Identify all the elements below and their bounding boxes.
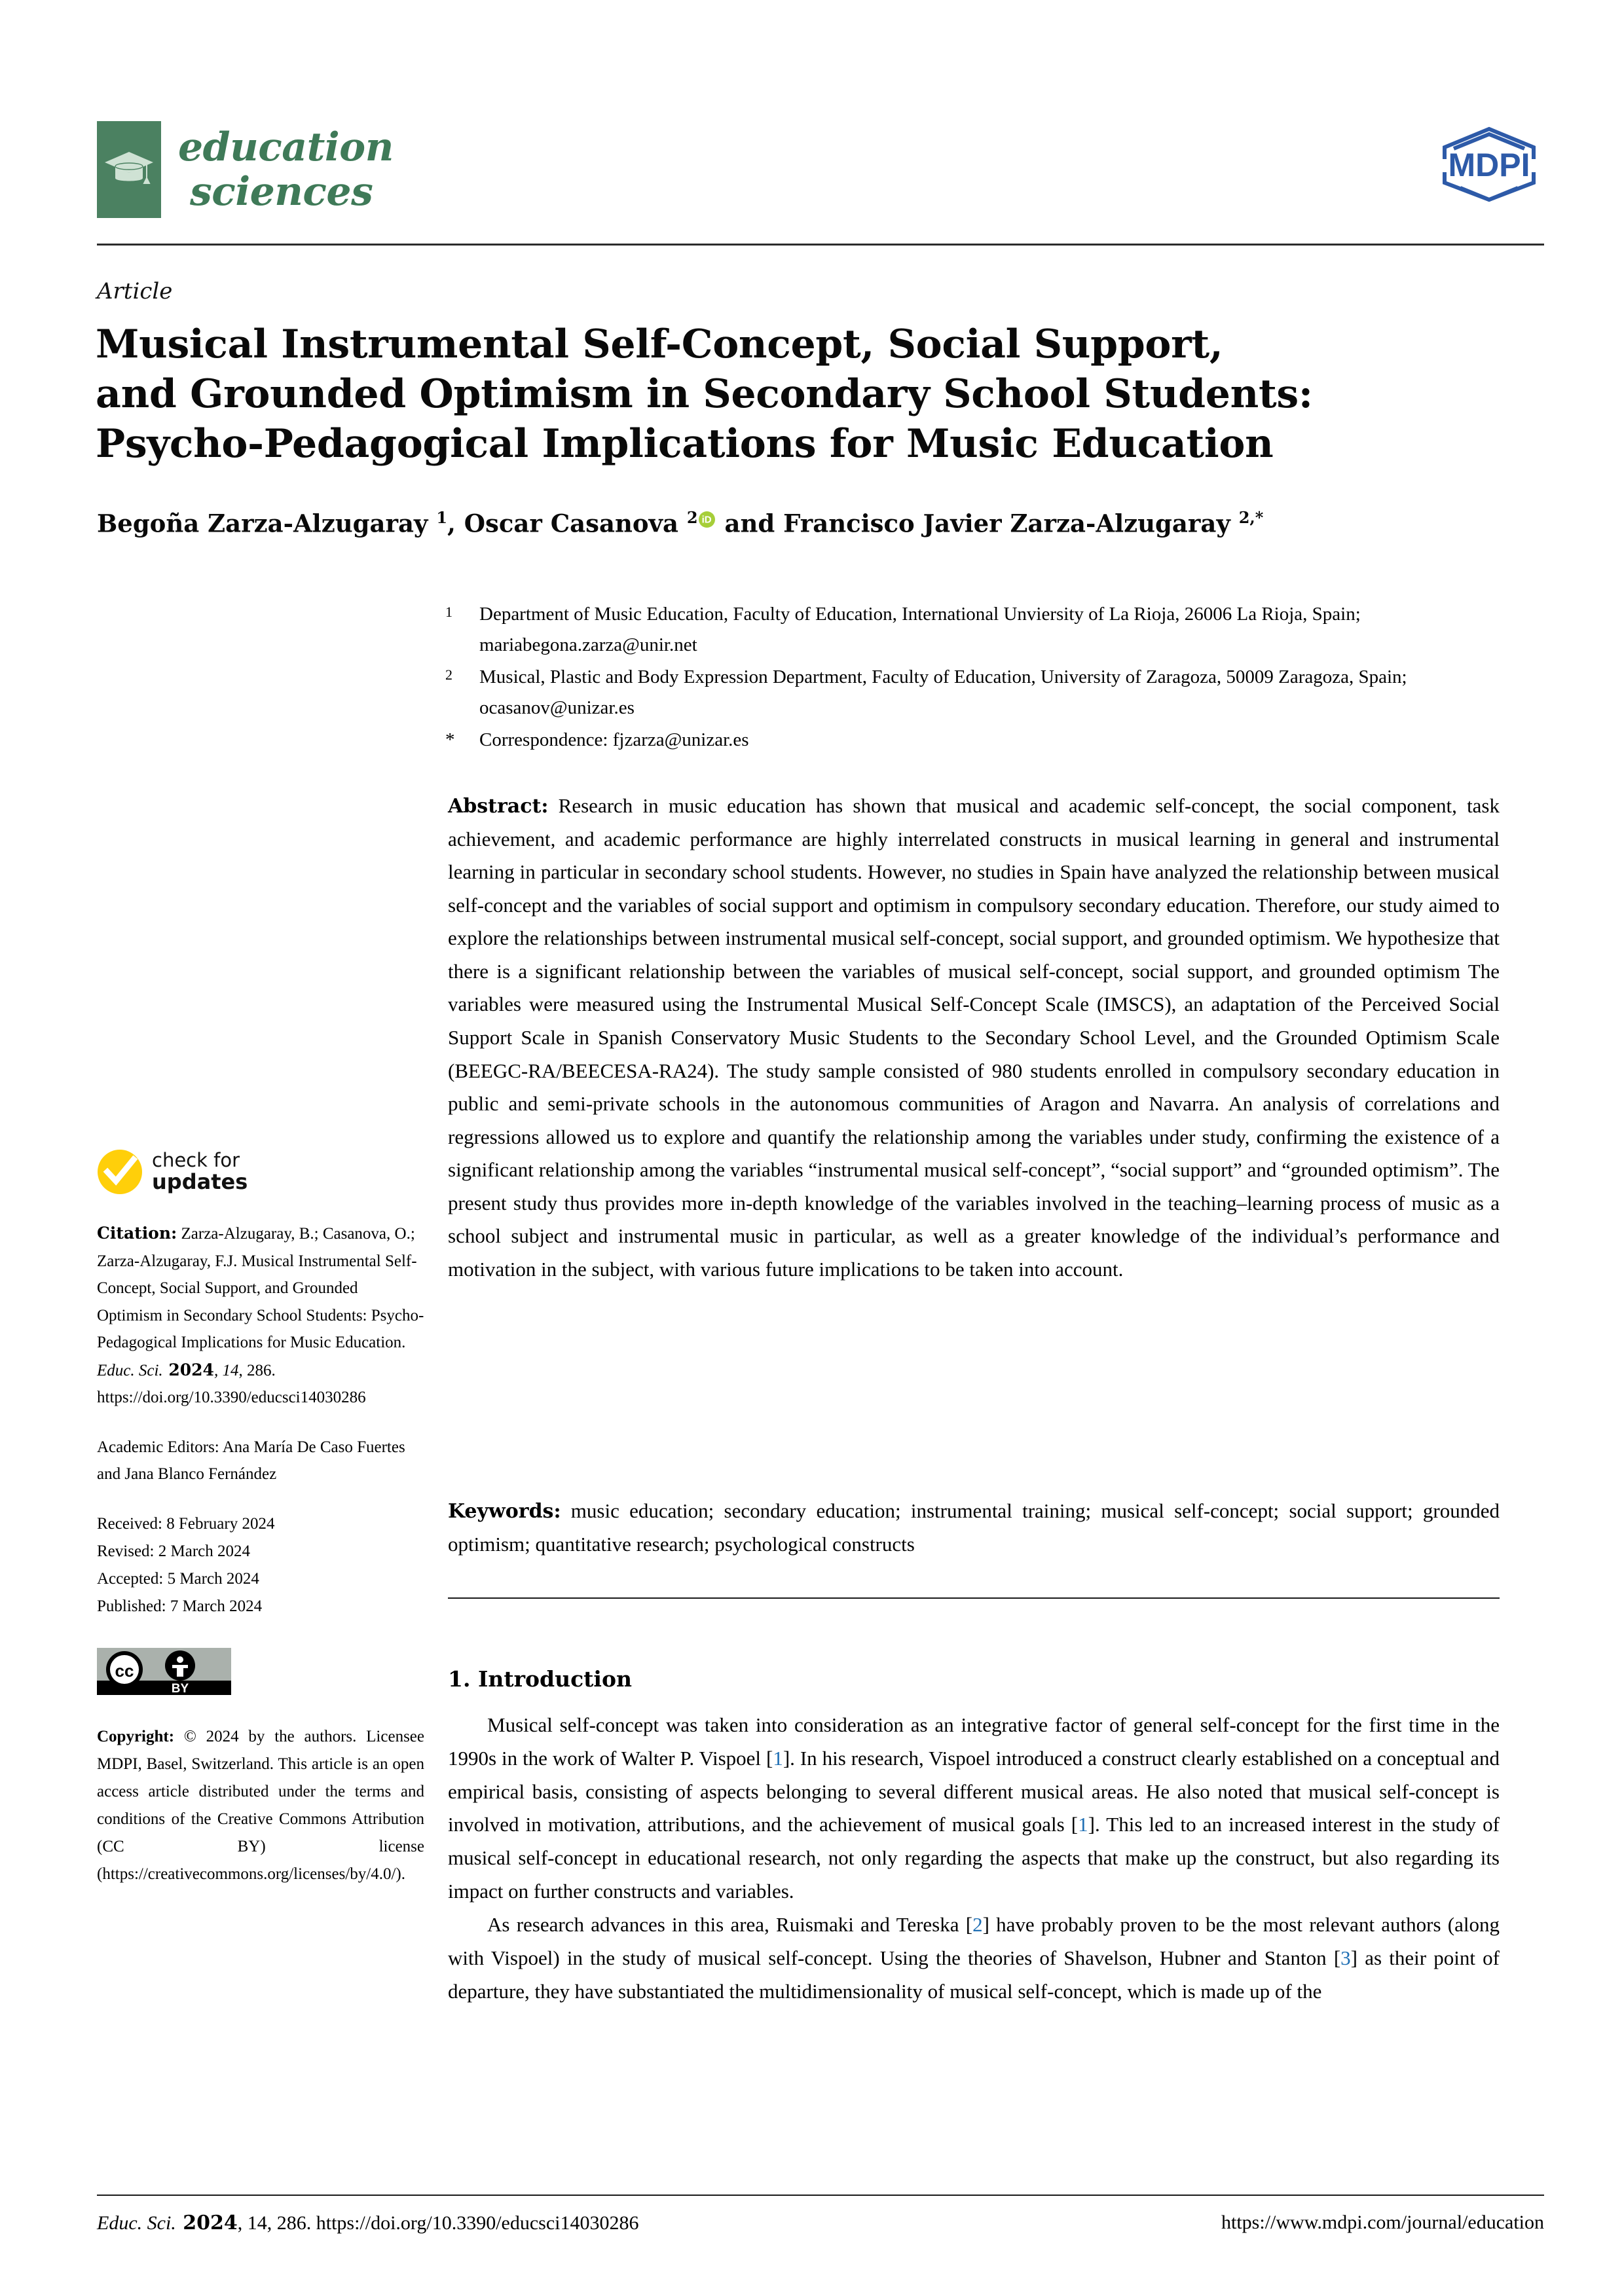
check-for-updates-line2: updates xyxy=(152,1169,248,1195)
citation-ref-1[interactable]: 1 xyxy=(773,1746,783,1770)
citation-volume: , 14 xyxy=(213,1361,239,1379)
paragraph-1 xyxy=(448,1709,1500,1908)
citation-authors: Zarza-Alzugaray, B.; Casanova, O.; Zarza-Alzugaray, F.J. Musical Instrumental Self-Concept, Social Support, and Grounded Optimism in Secondary School Students: Psycho-Pedagogical Implications for Music Education. xyxy=(97,1225,424,1351)
header-divider xyxy=(97,244,1544,246)
journal-logo xyxy=(97,121,394,218)
publication-dates xyxy=(97,1510,424,1620)
section-heading-introduction: 1. Introduction xyxy=(448,1666,632,1692)
paragraph-2-part-a: As research advances in this area, Ruismaki and Tereska [ xyxy=(487,1912,973,1936)
affiliation-marker: 1 xyxy=(445,604,452,620)
affiliation-text: Department of Music Education, Faculty of Education, International Unviersity of La Rioja, 26006 La Rioja, Spain; mariabegona.zarza@unir.net xyxy=(479,604,1361,655)
date-published: Published: 7 March 2024 xyxy=(97,1597,263,1615)
journal-title-line2: sciences xyxy=(190,169,373,215)
date-revised: Revised: 2 March 2024 xyxy=(97,1542,250,1560)
svg-text:BY: BY xyxy=(171,1681,189,1695)
check-for-updates-label xyxy=(152,1150,248,1194)
title-line-2: and Grounded Optimism in Secondary School Students: xyxy=(96,371,1313,418)
footer-divider xyxy=(97,2195,1544,2196)
affiliation-list xyxy=(445,599,1500,757)
keywords-section xyxy=(448,1495,1500,1561)
author-3-affiliation-marker: 2,* xyxy=(1238,508,1264,527)
date-received: Received: 8 February 2024 xyxy=(97,1514,275,1533)
svg-text:cc: cc xyxy=(115,1660,134,1681)
title-line-3: Psycho-Pedagogical Implications for Music Education xyxy=(96,421,1274,467)
svg-text:MDPI: MDPI xyxy=(1448,147,1530,183)
copyright-block xyxy=(97,1723,424,1888)
introduction-body xyxy=(448,1709,1500,2008)
check-for-updates-badge[interactable] xyxy=(97,1149,424,1195)
copyright-text: © 2024 by the authors. Licensee MDPI, Basel, Switzerland. This article is an open access article distributed under the terms and conditions of the Creative Commons Attribution (CC BY) license (https://creativecommons.org/licenses/by/4.0/). xyxy=(97,1728,424,1883)
citation-journal: Educ. Sci. xyxy=(97,1361,163,1379)
check-for-updates-line1: check for xyxy=(152,1148,240,1171)
creative-commons-by-icon[interactable] xyxy=(97,1648,231,1695)
orcid-icon[interactable] xyxy=(699,511,715,528)
footer-year: 2024 xyxy=(175,2212,238,2234)
affiliation-marker: 2 xyxy=(445,666,452,683)
author-separator-2: and Francisco Javier Zarza-Alzugaray xyxy=(716,509,1239,538)
author-list xyxy=(97,507,1433,539)
correspondence-marker: * xyxy=(445,729,455,750)
date-accepted: Accepted: 5 March 2024 xyxy=(97,1569,259,1588)
paragraph-1-part-b: ]. In his research, Vispoel introduced a construct clearly established on a conceptual and empirical basis, consisting of aspects belonging to several different musical areas. He also noted that musical self-concept is involved in motivation, attributions, and the achievement of musical goals [ xyxy=(448,1746,1500,1836)
author-2-affiliation-marker: 2 xyxy=(686,508,698,527)
keywords-label: Keywords: xyxy=(448,1500,561,1523)
footer-journal: Educ. Sci. xyxy=(97,2212,176,2234)
citation-ref-2[interactable]: 2 xyxy=(972,1912,983,1936)
citation-ref-1b[interactable]: 1 xyxy=(1078,1813,1088,1836)
academic-editors: Academic Editors: Ana María De Caso Fuertes and Jana Blanco Fernández xyxy=(97,1438,405,1483)
article-type-label: Article xyxy=(97,278,173,304)
page-header xyxy=(97,121,1544,236)
paragraph-1-part-a: Musical self-concept was taken into consideration as an integrative factor of general self-concept for the first time in the 1990s in the work of Walter P. Vispoel [ xyxy=(448,1713,1500,1770)
affiliation-item xyxy=(445,599,1500,661)
citation-ref-3[interactable]: 3 xyxy=(1340,1946,1351,1969)
page-title xyxy=(96,319,1431,469)
keywords-text: music education; secondary education; instrumental training; musical self-concept; social support; grounded optimism; quantitative research; psychological constructs xyxy=(448,1499,1500,1556)
paragraph-2-part-c: ] as their point of departure, they have substantiated the multidimensionality of musical self-concept, which is made up of the xyxy=(448,1946,1500,2003)
copyright-label: Copyright: xyxy=(97,1728,175,1745)
title-line-1: Musical Instrumental Self-Concept, Social Support, xyxy=(96,321,1223,367)
citation-label: Citation: xyxy=(97,1224,177,1243)
author-1-name: Begoña Zarza-Alzugaray xyxy=(97,509,437,538)
article-metadata-sidebar xyxy=(97,1149,424,1888)
journal-title-line1: education xyxy=(178,124,394,170)
mdpi-logo xyxy=(1434,125,1544,204)
affiliation-text: Musical, Plastic and Body Expression Department, Faculty of Education, University of Zaragoza, 50009 Zaragoza, Spain; ocasanov@unizar.es xyxy=(479,666,1407,718)
abstract-section xyxy=(448,790,1500,1286)
graduation-cap-icon xyxy=(97,121,161,218)
footer-citation xyxy=(97,2212,639,2234)
paragraph-2-part-b: ] have probably proven to be the most relevant authors (along with Vispoel) in the study of musical self-concept. Using the theories of Shavelson, Hubner and Stanton [ xyxy=(448,1912,1500,1969)
abstract-text: Research in music education has shown that musical and academic self-concept, the social component, task achievement, and academic performance are highly interrelated constructs in musical learning in general and instrumental learning in particular in secondary school students. However, no studies in Spain have analyzed the relationship between musical self-concept and the variables of social support and optimism in compulsory secondary education. Therefore, our study aimed to explore the relationships between instrumental musical self-concept, social support, and grounded optimism. We hypothesize that there is a significant relationship between the variables of musical self-concept, social support, and grounded optimism The variables were measured using the Instrumental Musical Self-Concept Scale (IMSCS), an adaptation of the Perceived Social Support Scale in Spanish Conservatory Music Students to the Secondary School Level, and the Grounded Optimism Scale (BEEGC-RA/BEECESA-RA24). The study sample consisted of 980 students enrolled in compulsory secondary education in public and semi-private schools in the autonomous communities of Aragon and Navarra. An analysis of correlations and regressions allowed us to explore and quantify the relationship among the variables under study, confirming the existence of a significant relationship among the variables “instrumental musical self-concept”, “social support” and “grounded optimism”. The present study thus provides more in-depth knowledge of the variables involved in the teaching–learning process of music as a school subject and instrumental music in particular, as well as a greater knowledge of the individual’s performance and motivation in the subject, with various future implications to be taken into account. xyxy=(448,794,1500,1281)
footer-citation-rest: , 14, 286. https://doi.org/10.3390/educsci14030286 xyxy=(237,2212,639,2234)
correspondence-item xyxy=(445,725,1500,756)
author-separator-1: , Oscar Casanova xyxy=(447,509,687,538)
affiliation-item xyxy=(445,662,1500,723)
footer-journal-url[interactable]: https://www.mdpi.com/journal/education xyxy=(1221,2212,1544,2233)
citation-doi[interactable]: , 286. https://doi.org/10.3390/educsci14030286 xyxy=(97,1361,366,1406)
check-circle-icon xyxy=(97,1149,143,1195)
journal-title xyxy=(178,124,394,215)
citation-year: 2024 xyxy=(162,1360,214,1379)
paragraph-1-part-c: ]. This led to an increased interest in the study of musical self-concept in educational research, not only regarding the aspects that make up the construct, but also regarding its impact on further constructs and variables. xyxy=(448,1813,1500,1903)
citation-block xyxy=(97,1220,424,1412)
keywords-divider xyxy=(448,1597,1500,1599)
abstract-label: Abstract: xyxy=(448,795,549,818)
correspondence-text: Correspondence: fjzarza@unizar.es xyxy=(479,729,749,750)
paragraph-2 xyxy=(448,1908,1500,2008)
author-1-affiliation-marker: 1 xyxy=(436,508,448,527)
page-footer xyxy=(97,2212,1544,2234)
